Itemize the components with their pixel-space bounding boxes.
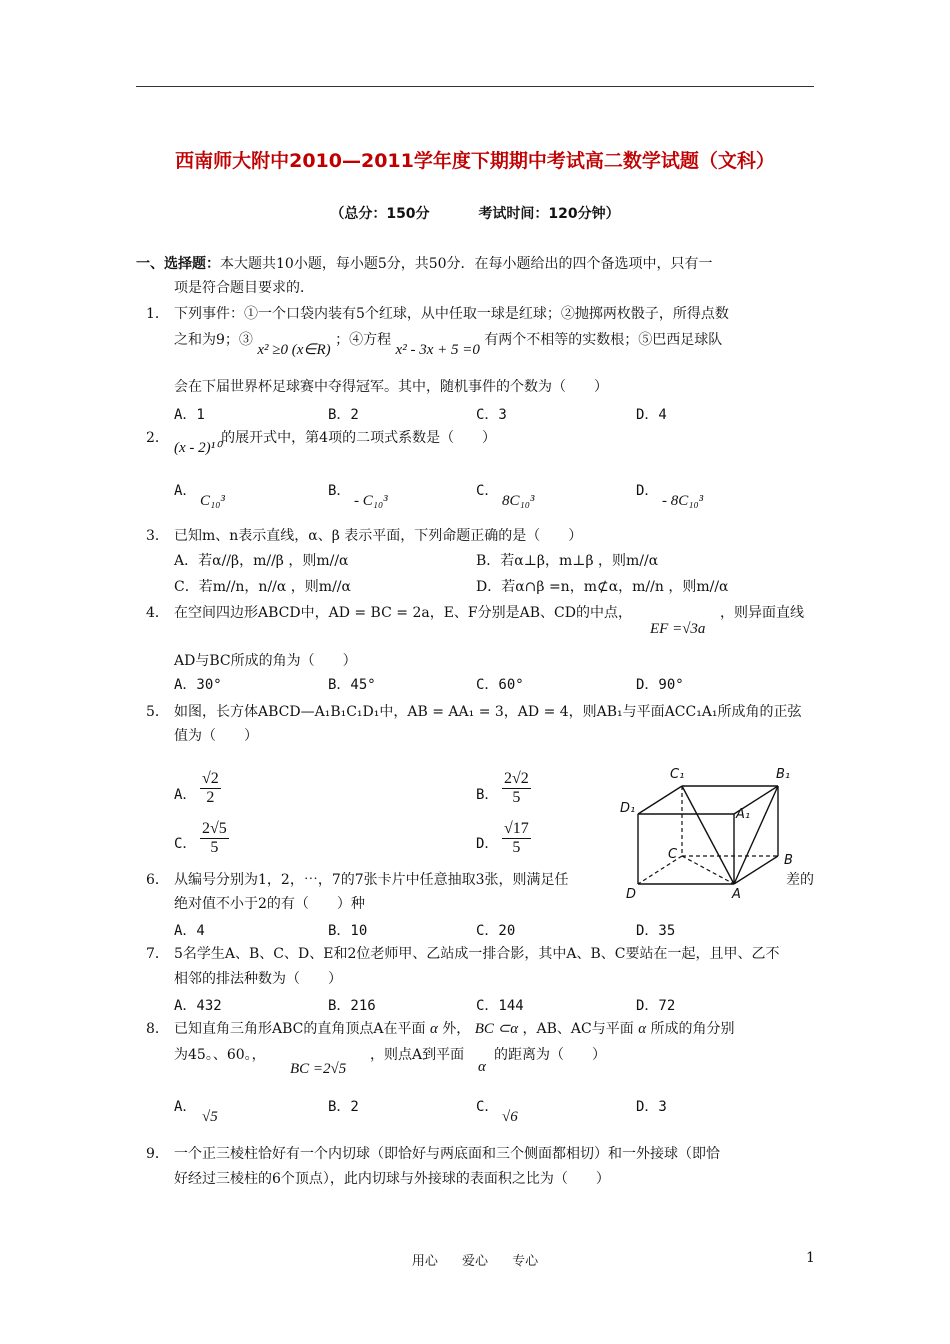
q2-line	[174, 429, 497, 456]
q7-line1: 5名学生A、B、C、D、E和2位老师甲、乙站成一排合影，其中A、B、C要站在一起，且甲、乙不	[174, 946, 780, 962]
page-title: 西南师大附中2010—2011学年度下期期中考试高二数学试题（文科）	[175, 150, 775, 172]
q8-alpha-1: α	[429, 1021, 438, 1037]
q6-option-a: A．4	[174, 923, 205, 939]
q8-math1: BC ⊂α	[474, 1021, 519, 1037]
q1-line2c: 有两个不相等的实数根；⑤巴西足球队	[484, 332, 723, 348]
q8-line1d: 所成的角分别	[650, 1021, 735, 1037]
q6-option-b: B．10	[328, 923, 368, 939]
q4-option-c: C．60°	[476, 677, 524, 693]
label-d1: D₁	[620, 801, 636, 816]
q5-option-a-den: 2	[206, 789, 215, 806]
q5-option-b-den: 5	[512, 789, 521, 806]
q4-option-a: A．30°	[174, 677, 222, 693]
q2-number: 2．	[146, 430, 169, 446]
total-score: （总分：150分	[330, 206, 430, 222]
q5-line2: 值为（ ）	[174, 728, 258, 744]
q4-line1: 在空间四边形ABCD中，AD = BC = 2a，E、F分别是AB、CD的中点，	[174, 605, 632, 621]
footer-word-1: 用心	[411, 1254, 438, 1269]
q3-text: 已知m、n表示直线，α、β 表示平面，下列命题正确的是（ ）	[174, 528, 583, 544]
q8-line1a: 已知直角三角形ABC的直角顶点A在平面	[174, 1021, 426, 1037]
q1-number: 1．	[146, 306, 169, 322]
q5-number: 5．	[146, 704, 169, 720]
q8-number: 8．	[146, 1021, 169, 1037]
q8-line2c: 的距离为（ ）	[494, 1047, 606, 1063]
q8-line1	[174, 1020, 735, 1038]
q1-option-d: D．4	[636, 407, 667, 423]
q3-option-c: C．若m//n，n//α ，则m//α	[174, 579, 351, 595]
label-d: D	[626, 887, 637, 900]
q5-option-d: D．	[476, 836, 499, 852]
footer-word-3: 专心	[512, 1254, 539, 1269]
label-b: B	[784, 853, 793, 868]
q6-line2: 绝对值不小于2的有（ ）种	[174, 896, 365, 912]
q2-option-a: A．	[174, 483, 197, 499]
exam-time: 考试时间：120分钟）	[478, 206, 620, 222]
q7-option-b: B．216	[328, 998, 376, 1014]
q9-line1: 一个正三棱柱恰好有一个内切球（即恰好与两底面和三个侧面都相切）和一外接球（即恰	[174, 1146, 720, 1162]
q7-option-d: D．72	[636, 998, 676, 1014]
q1-line3: 会在下届世界杯足球赛中夺得冠军。其中，随机事件的个数为（ ）	[174, 379, 608, 395]
q6-line1b: 差的	[786, 872, 814, 888]
q5-line1: 如图，长方体ABCD—A₁B₁C₁D₁中，AB = AA₁ = 3，AD = 4，则AB₁与平面ACC₁A₁所成角的正弦	[174, 704, 802, 720]
q8-option-c: C．	[476, 1099, 499, 1115]
q5-option-c-den: 5	[210, 839, 219, 856]
q9-number: 9．	[146, 1146, 169, 1162]
q8-alpha-2: α	[638, 1021, 647, 1037]
q8-option-c-math: √6	[502, 1109, 518, 1125]
exam-info	[0, 203, 950, 223]
q8-line2a: 为45。、60。，	[174, 1047, 266, 1063]
q7-option-a: A．432	[174, 998, 222, 1014]
q4-option-b: B．45°	[328, 677, 376, 693]
q5-option-a-frac	[200, 770, 221, 807]
q1-option-c: C．3	[476, 407, 507, 423]
q2-option-b-math: - C₁₀³	[354, 493, 388, 509]
q1-line2a: 之和为9；③	[174, 332, 253, 348]
cuboid-figure	[618, 764, 798, 900]
q7-number: 7．	[146, 946, 169, 962]
q2-text: 的展开式中，第4项的二项式系数是（ ）	[221, 430, 497, 446]
q5-option-b: B．	[476, 787, 499, 803]
q8-alpha-3: α	[478, 1059, 486, 1075]
q1-option-b: B．2	[328, 407, 359, 423]
section-intro-line2: 项是符合题目要求的．	[174, 280, 314, 296]
q1-line2	[174, 331, 723, 358]
q4-line1b: ，则异面直线	[720, 605, 804, 621]
q5-option-a: A．	[174, 787, 197, 803]
header-rule	[136, 86, 814, 87]
label-c: C	[668, 847, 678, 862]
q8-option-a: A．	[174, 1099, 197, 1115]
q2-option-c-math: 8C₁₀³	[502, 493, 535, 509]
q4-math: EF =√3a	[650, 621, 706, 637]
q5-option-b-num: 2√2	[504, 770, 529, 787]
label-a: A	[732, 887, 741, 900]
q5-option-c-num: 2√5	[202, 820, 227, 837]
q6-line1: 从编号分别为1，2，⋯，7的7张卡片中任意抽取3张，则满足任	[174, 872, 569, 888]
q3-option-b: B．若α⊥β，m⊥β ，则m//α	[476, 553, 659, 569]
q6-number: 6．	[146, 872, 169, 888]
q5-option-c: C．	[174, 836, 197, 852]
q2-option-a-math: C₁₀³	[200, 493, 225, 509]
label-a1: A₁	[736, 807, 751, 822]
q8-option-b: B．2	[328, 1099, 359, 1115]
q2-option-b: B．	[328, 483, 351, 499]
q5-option-b-frac	[502, 770, 531, 807]
q8-option-a-math: √5	[202, 1109, 218, 1125]
q3-option-a: A．若α//β，m//β ，则m//α	[174, 553, 349, 569]
label-b1: B₁	[776, 767, 791, 782]
q1-line1: 下列事件：①一个口袋内装有5个红球，从中任取一球是红球；②抛掷两枚骰子，所得点数	[174, 306, 729, 322]
q9-line2: 好经过三棱柱的6个顶点），此内切球与外接球的表面积之比为（ ）	[174, 1171, 610, 1187]
q5-option-a-num: √2	[202, 770, 219, 787]
q3-option-d: D．若α∩β =n，m⊄α，m//n ，则m//α	[476, 579, 729, 595]
q4-number: 4．	[146, 605, 169, 621]
q1-line2b: ；④方程	[335, 332, 392, 348]
q2-option-d: D．	[636, 483, 659, 499]
q7-option-c: C．144	[476, 998, 524, 1014]
q8-math2: BC =2√5	[290, 1061, 347, 1077]
q7-line2: 相邻的排法种数为（ ）	[174, 971, 342, 987]
q2-option-c: C．	[476, 483, 499, 499]
q1-option-a: A．1	[174, 407, 205, 423]
q8-option-d: D．3	[636, 1099, 667, 1115]
q1-math2: x² - 3x + 5 =0	[395, 342, 480, 358]
q5-option-d-num: √17	[504, 820, 529, 837]
q8-line1b: 外，	[442, 1021, 471, 1037]
q3-number: 3．	[146, 528, 169, 544]
section-intro	[136, 255, 713, 273]
q8-line1c: ，AB、AC与平面	[522, 1021, 634, 1037]
q6-option-d: D．35	[636, 923, 676, 939]
label-c1: C₁	[670, 767, 685, 782]
q6-option-c: C．20	[476, 923, 516, 939]
q5-option-d-den: 5	[512, 839, 521, 856]
q2-math: (x - 2)¹⁰	[174, 440, 222, 456]
q4-line2: AD与BC所成的角为（ ）	[174, 653, 357, 669]
footer-word-2: 爱心	[461, 1254, 488, 1269]
q1-math1: x² ≥0 (x∈R)	[257, 342, 331, 358]
page-number: 1	[806, 1250, 815, 1266]
q5-option-c-frac	[200, 820, 229, 857]
q4-option-d: D．90°	[636, 677, 684, 693]
q8-line2b: ，则点A到平面	[370, 1047, 465, 1063]
q5-option-d-frac	[502, 820, 531, 857]
section-intro-line1: 本大题共10小题，每小题5分，共50分．在每小题给出的四个备选项中，只有一	[220, 256, 713, 272]
q2-option-d-math: - 8C₁₀³	[662, 493, 704, 509]
section-heading: 一、选择题：	[136, 256, 220, 272]
